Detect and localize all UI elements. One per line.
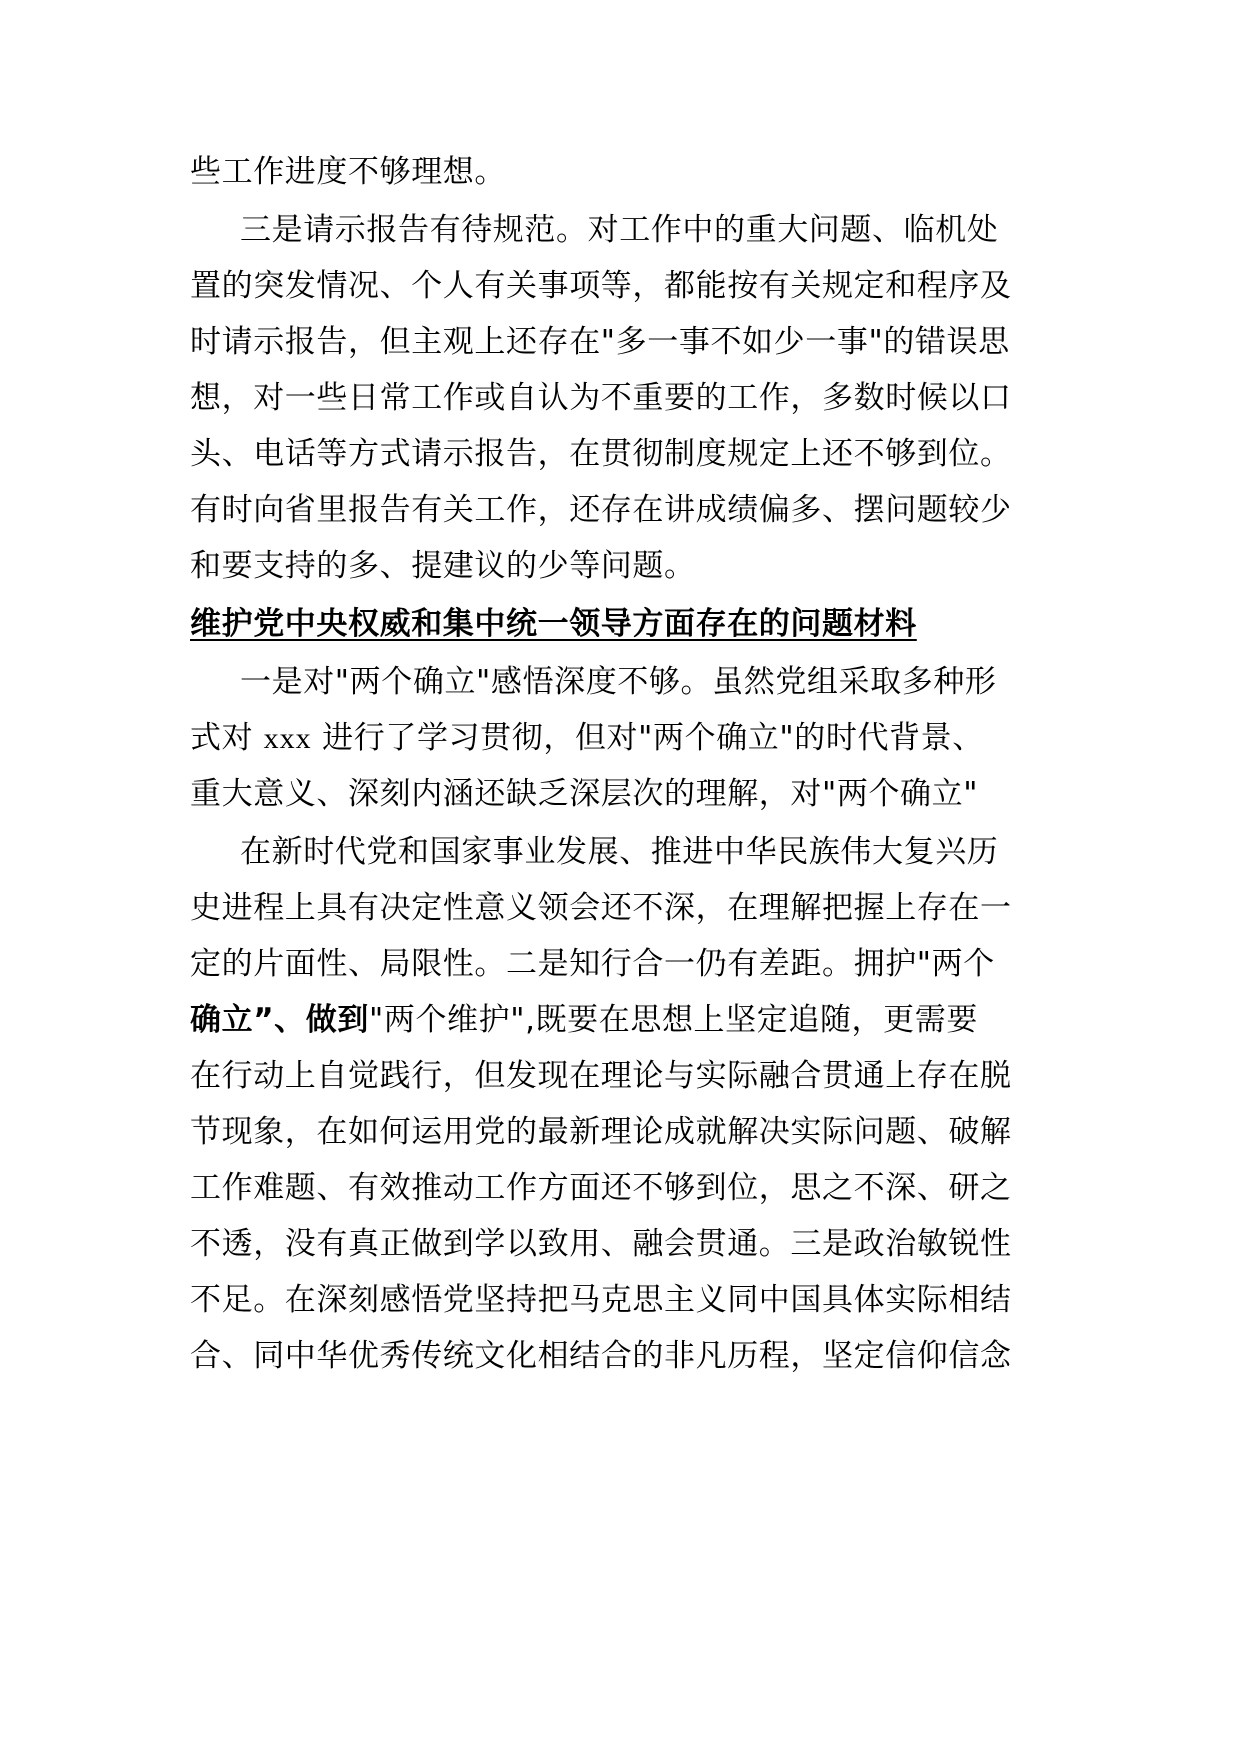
paragraph-line: 有时向省里报告有关工作，还存在讲成绩偏多、摆问题较少 xyxy=(190,492,1012,528)
paragraph-line: 置的突发情况、个人有关事项等，都能按有关规定和程序及 xyxy=(190,268,1012,304)
paragraph-line: 在行动上自觉践行，但发现在理论与实际融合贯通上存在脱 xyxy=(190,1058,1012,1094)
text-run: 进行了学习贯彻，但对"两个确立"的时代背景、 xyxy=(322,720,984,756)
paragraph-line: 三是请示报告有待规范。对工作中的重大问题、临机处 xyxy=(240,212,999,248)
text-run: "两个维护",既要在思想上坚定追随，更需要 xyxy=(368,1002,978,1038)
paragraph-line: 工作难题、有效推动工作方面还不够到位，思之不深、研之 xyxy=(190,1170,1012,1206)
text-run: 式对 xyxy=(190,720,254,756)
paragraph-line: 合、同中华优秀传统文化相结合的非凡历程，坚定信仰信念 xyxy=(190,1338,1012,1374)
bold-text-run: 确立”、做到 xyxy=(190,1002,369,1038)
paragraph-line xyxy=(190,998,978,1042)
paragraph-line: 时请示报告，但主观上还存在"多一事不如少一事"的错误思 xyxy=(190,324,1010,360)
paragraph-line: 不足。在深刻感悟党坚持把马克思主义同中国具体实际相结 xyxy=(190,1282,1012,1318)
paragraph-line: 史进程上具有决定性意义领会还不深，在理解把握上存在一 xyxy=(190,890,1012,926)
paragraph-line: 些工作进度不够理想。 xyxy=(190,154,506,190)
paragraph-line: 和要支持的多、提建议的少等问题。 xyxy=(190,548,696,584)
paragraph-line: 头、电话等方式请示报告，在贯彻制度规定上还不够到位。 xyxy=(190,436,1012,472)
paragraph-line xyxy=(190,716,984,760)
paragraph-line: 不透，没有真正做到学以致用、融会贯通。三是政治敏锐性 xyxy=(190,1226,1012,1262)
paragraph-line: 想，对一些日常工作或自认为不重要的工作，多数时候以口 xyxy=(190,380,1012,416)
paragraph-line: 定的片面性、局限性。二是知行合一仍有差距。拥护"两个 xyxy=(190,946,995,982)
placeholder-text: xxx xyxy=(263,722,312,755)
paragraph-line: 重大意义、深刻内涵还缺乏深层次的理解，对"两个确立" xyxy=(190,776,979,812)
paragraph-line: 在新时代党和国家事业发展、推进中华民族伟大复兴历 xyxy=(240,834,999,870)
section-heading: 维护党中央权威和集中统一领导方面存在的问题材料 xyxy=(190,606,917,642)
paragraph-line: 一是对"两个确立"感悟深度不够。虽然党组采取多种形 xyxy=(240,664,997,700)
paragraph-line: 节现象，在如何运用党的最新理论成就解决实际问题、破解 xyxy=(190,1114,1012,1150)
